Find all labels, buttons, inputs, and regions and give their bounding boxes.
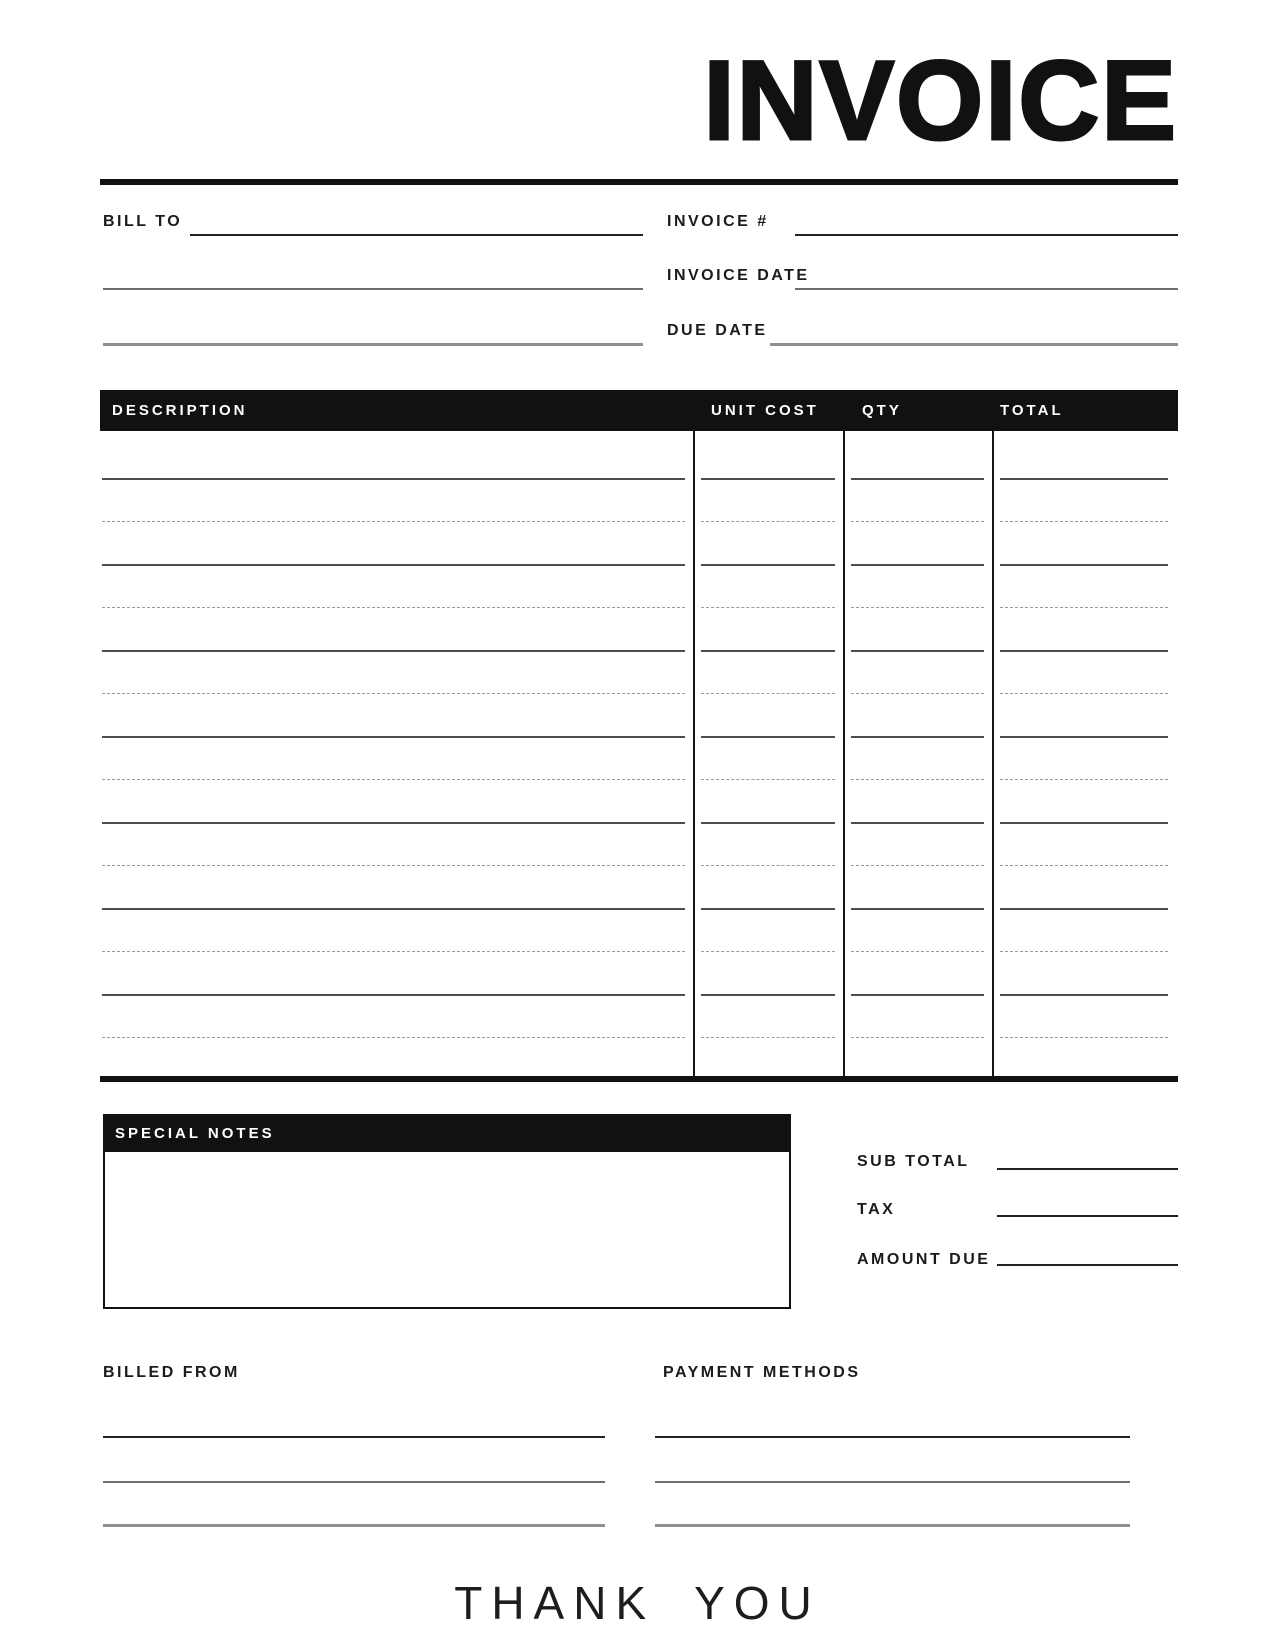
table-cell-line[interactable] bbox=[701, 994, 835, 996]
payment-methods-input-line-2[interactable] bbox=[655, 1481, 1130, 1483]
amount-due-input-line[interactable] bbox=[997, 1264, 1178, 1266]
items-table-body bbox=[100, 431, 1178, 1076]
table-cell-line[interactable] bbox=[701, 478, 835, 480]
column-header-qty: QTY bbox=[862, 402, 902, 419]
special-notes-input-area[interactable] bbox=[103, 1152, 791, 1309]
table-cell-line[interactable] bbox=[851, 1037, 984, 1038]
table-cell-line[interactable] bbox=[102, 478, 685, 480]
special-notes-label: SPECIAL NOTES bbox=[115, 1124, 275, 1142]
table-cell-line[interactable] bbox=[102, 822, 685, 824]
table-cell-line[interactable] bbox=[851, 865, 984, 866]
thank-you-text: THANK YOU bbox=[454, 1577, 821, 1629]
table-cell-line[interactable] bbox=[102, 951, 685, 952]
billed-from-label: BILLED FROM bbox=[103, 1364, 240, 1381]
table-cell-line[interactable] bbox=[851, 478, 984, 480]
bill-to-input-line-2[interactable] bbox=[103, 288, 643, 290]
table-cell-line[interactable] bbox=[1000, 650, 1168, 652]
header-divider bbox=[100, 179, 1178, 185]
table-cell-line[interactable] bbox=[1000, 779, 1168, 780]
special-notes-header bbox=[103, 1114, 791, 1152]
payment-methods-input-line-3[interactable] bbox=[655, 1524, 1130, 1527]
tax-input-line[interactable] bbox=[997, 1215, 1178, 1217]
table-cell-line[interactable] bbox=[1000, 478, 1168, 480]
table-cell-line[interactable] bbox=[851, 564, 984, 566]
table-cell-line[interactable] bbox=[1000, 607, 1168, 608]
table-cell-line[interactable] bbox=[1000, 693, 1168, 694]
due-date-input-line[interactable] bbox=[770, 343, 1178, 346]
table-cell-line[interactable] bbox=[851, 736, 984, 738]
column-header-unit-cost: UNIT COST bbox=[711, 402, 819, 419]
invoice-number-input-line[interactable] bbox=[795, 234, 1178, 236]
table-cell-line[interactable] bbox=[102, 994, 685, 996]
table-cell-line[interactable] bbox=[851, 650, 984, 652]
table-cell-line[interactable] bbox=[701, 736, 835, 738]
table-cell-line[interactable] bbox=[701, 607, 835, 608]
table-cell-line[interactable] bbox=[851, 779, 984, 780]
table-cell-line[interactable] bbox=[1000, 908, 1168, 910]
table-cell-line[interactable] bbox=[1000, 951, 1168, 952]
payment-methods-input-line-1[interactable] bbox=[655, 1436, 1130, 1438]
sub-total-label: SUB TOTAL bbox=[857, 1153, 970, 1170]
table-cell-line[interactable] bbox=[701, 693, 835, 694]
table-cell-line[interactable] bbox=[1000, 865, 1168, 866]
bill-to-input-line-3[interactable] bbox=[103, 343, 643, 346]
table-cell-line[interactable] bbox=[102, 865, 685, 866]
column-separator-1 bbox=[693, 431, 695, 1076]
table-cell-line[interactable] bbox=[1000, 564, 1168, 566]
table-cell-line[interactable] bbox=[102, 607, 685, 608]
invoice-number-label: INVOICE # bbox=[667, 213, 769, 230]
table-cell-line[interactable] bbox=[701, 951, 835, 952]
table-cell-line[interactable] bbox=[102, 1037, 685, 1038]
table-cell-line[interactable] bbox=[102, 908, 685, 910]
payment-methods-label: PAYMENT METHODS bbox=[663, 1364, 861, 1381]
table-cell-line[interactable] bbox=[701, 822, 835, 824]
table-cell-line[interactable] bbox=[102, 693, 685, 694]
table-cell-line[interactable] bbox=[701, 650, 835, 652]
table-cell-line[interactable] bbox=[701, 908, 835, 910]
table-cell-line[interactable] bbox=[851, 994, 984, 996]
items-table-header bbox=[100, 390, 1178, 431]
amount-due-label: AMOUNT DUE bbox=[857, 1251, 991, 1268]
table-cell-line[interactable] bbox=[851, 521, 984, 522]
table-cell-line[interactable] bbox=[851, 951, 984, 952]
billed-from-input-line-1[interactable] bbox=[103, 1436, 605, 1438]
invoice-date-input-line[interactable] bbox=[795, 288, 1178, 290]
table-cell-line[interactable] bbox=[102, 736, 685, 738]
table-cell-line[interactable] bbox=[1000, 736, 1168, 738]
invoice-date-label: INVOICE DATE bbox=[667, 267, 810, 284]
table-cell-line[interactable] bbox=[701, 779, 835, 780]
table-cell-line[interactable] bbox=[701, 521, 835, 522]
billed-from-input-line-3[interactable] bbox=[103, 1524, 605, 1527]
column-header-total: TOTAL bbox=[1000, 402, 1064, 419]
table-cell-line[interactable] bbox=[102, 521, 685, 522]
special-notes-box bbox=[103, 1114, 791, 1309]
due-date-label: DUE DATE bbox=[667, 322, 768, 339]
table-cell-line[interactable] bbox=[1000, 994, 1168, 996]
table-cell-line[interactable] bbox=[851, 693, 984, 694]
table-cell-line[interactable] bbox=[701, 564, 835, 566]
column-separator-2 bbox=[843, 431, 845, 1076]
table-cell-line[interactable] bbox=[1000, 1037, 1168, 1038]
table-bottom-divider bbox=[100, 1076, 1178, 1082]
bill-to-input-line-1[interactable] bbox=[190, 234, 643, 236]
column-separator-3 bbox=[992, 431, 994, 1076]
table-cell-line[interactable] bbox=[102, 650, 685, 652]
table-cell-line[interactable] bbox=[701, 1037, 835, 1038]
table-cell-line[interactable] bbox=[851, 607, 984, 608]
tax-label: TAX bbox=[857, 1201, 896, 1218]
table-cell-line[interactable] bbox=[1000, 822, 1168, 824]
bill-to-label: BILL TO bbox=[103, 213, 183, 230]
page-title: INVOICE bbox=[703, 38, 1178, 163]
table-cell-line[interactable] bbox=[851, 822, 984, 824]
table-cell-line[interactable] bbox=[102, 564, 685, 566]
sub-total-input-line[interactable] bbox=[997, 1168, 1178, 1170]
table-cell-line[interactable] bbox=[701, 865, 835, 866]
column-header-description: DESCRIPTION bbox=[112, 402, 248, 419]
table-cell-line[interactable] bbox=[851, 908, 984, 910]
table-cell-line[interactable] bbox=[102, 779, 685, 780]
billed-from-input-line-2[interactable] bbox=[103, 1481, 605, 1483]
table-cell-line[interactable] bbox=[1000, 521, 1168, 522]
